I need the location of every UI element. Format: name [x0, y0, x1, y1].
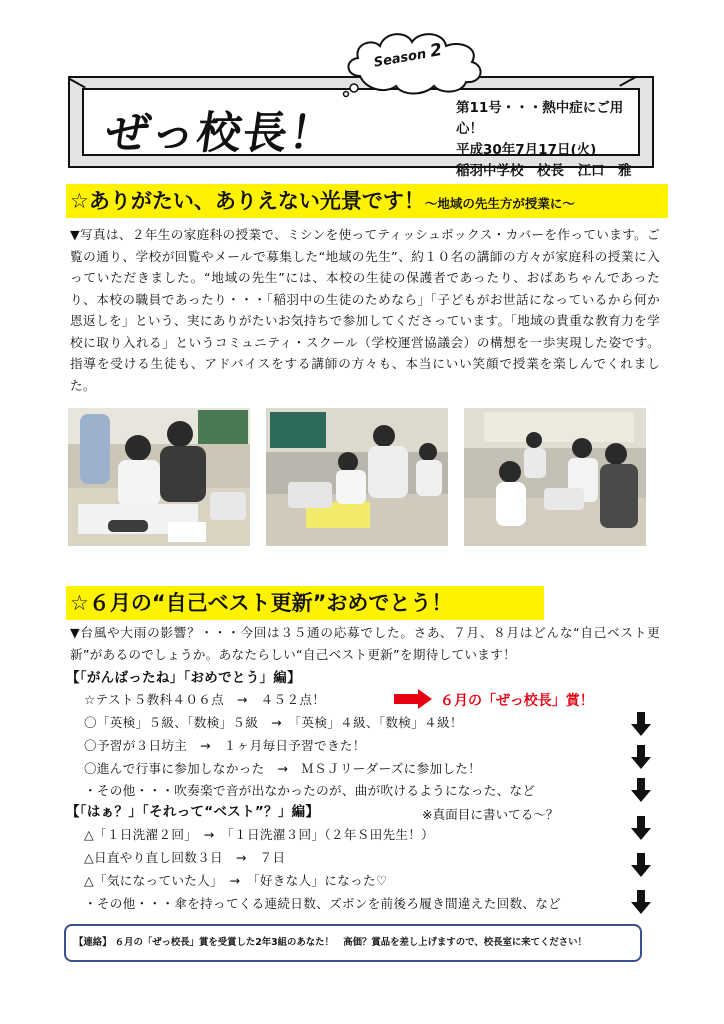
down-arrow-icon — [631, 778, 651, 802]
category-heading: 【「がんばったね」「おめでとう」編】 — [66, 670, 301, 686]
down-arrow-icon — [631, 853, 651, 877]
list-item: ・その他・・・吹奏楽で音が出なかったのが、曲が吹けるようになった、など — [84, 783, 536, 798]
author-line: 稲羽中学校 校長 江口 雅 — [456, 163, 632, 179]
list-item: △「気になっていた人」 → 「好きな人」になった♡ — [84, 873, 388, 888]
masthead-panel — [82, 88, 640, 179]
list-item: 〇「英検」５級、「数検」５級 → 「英検」４級、「数検」４級！ — [84, 715, 463, 730]
date-line: 平成30年7月17日(火) — [456, 142, 597, 158]
list-item: 〇進んで行事に参加しなかった → ＭＳＪリーダーズに参加した！ — [84, 761, 482, 776]
notice-text: ６月の「ぜっ校長」賞を受賞した2年3組のあなた！ 高価？賞品を差し上げますので、校長室に来てください！ — [114, 937, 587, 948]
list-item: ☆テスト５教科４０６点 → ４５２点！ — [84, 692, 326, 707]
classroom-photo-3 — [464, 408, 646, 546]
season-number: 2 — [428, 39, 444, 62]
award-label: ６月の「ぜっ校長」賞！ — [440, 693, 594, 709]
down-arrow-icon — [631, 712, 651, 736]
down-arrow-icon — [631, 890, 651, 914]
classroom-photo-2 — [266, 408, 448, 546]
section2-heading: ☆６月の“自己ベスト更新”おめでとう！ — [66, 586, 544, 620]
season-word: Season — [372, 46, 428, 71]
notice-label: 【連絡】 — [74, 937, 112, 948]
list-item: 〇予習が３日坊主 → １ヶ月毎日予習できた！ — [84, 738, 366, 753]
category-note: ※真面目に書いてる～？ — [422, 807, 559, 822]
category-heading: 【「はぁ？」「それって“ベスト”？」編】 — [66, 804, 320, 820]
section1-paragraph: ▼写真は、２年生の家庭科の授業で、ミシンを使ってティッシュボックス・カバーを作っています。ご覧の通り、学校が回覧やメールで募集した“地域の先生”、約１０名の講師の方々が家庭科の授業に入っていただきました。“地域の先生”には、本校の生徒の保護者であったり、おばあちゃんであったり、本校の職員であったり・・・「稲羽中の生徒のためなら」「子どもがお世話になっているから何か恩返しを」という、実にありがたいお気持ちで参加してくださっています。「地域の貴重な教育力を学校に取り入れる」というコミュニティ・スクール（学校運営協議会）の構想を一歩実現した姿です。指導を受ける生徒も、アドバイスをする講師の方々も、本当にいい笑顔で授業を楽しんでくれました。 — [70, 227, 660, 393]
issue-line: 第11号・・・熱中症にご用心！ — [456, 100, 624, 137]
bevel-corner — [619, 76, 636, 86]
section2-intro: ▼台風や大雨の影響？・・・今回は３５通の応募でした。さあ、７月、８月はどんな“自己ベスト更新”があるのでしょうか。あなたらしい“自己ベスト更新”を期待しています！ — [70, 625, 660, 662]
section1-heading-text: ☆ありがたい、ありえない光景です！ — [70, 189, 425, 213]
list-item: △「１日洗濯２回」 → 「１日洗濯３回」（２年Ｓ田先生！） — [84, 827, 435, 842]
newsletter-title: ぜっ校長！ — [102, 108, 339, 159]
list-item: △日直やり直し回数３日 → ７日 — [84, 850, 286, 865]
down-arrow-icon — [631, 816, 651, 840]
right-arrow-icon — [392, 688, 434, 710]
section1-heading — [66, 184, 668, 218]
section1-heading-sub: ～地域の先生方が授業に～ — [424, 196, 575, 211]
down-arrow-icon — [631, 745, 651, 769]
list-item: ・その他・・・傘を持ってくる連続日数、ズボンを前後ろ履き間違えた回数、など — [84, 896, 562, 911]
notice-box — [64, 924, 642, 962]
bevel-corner — [69, 78, 86, 88]
classroom-photo-1 — [68, 408, 250, 546]
